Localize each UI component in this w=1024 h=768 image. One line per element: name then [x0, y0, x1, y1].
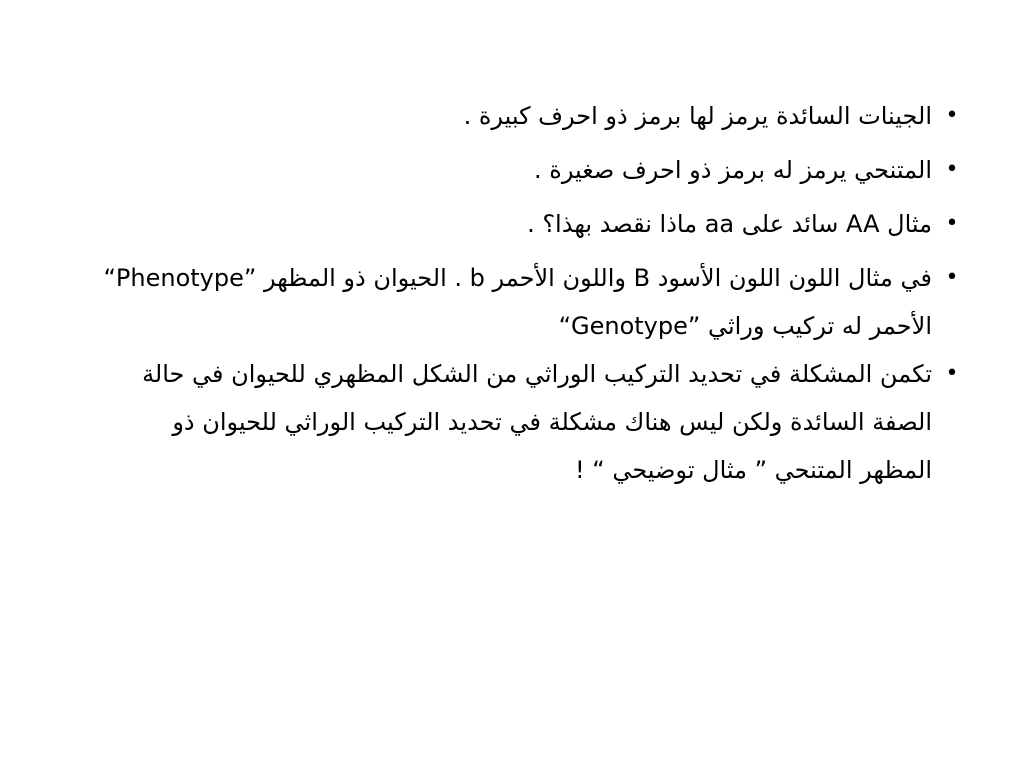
bullet-text: المتنحي يرمز له برمز ذو احرف صغيرة .: [533, 156, 932, 184]
bullet-item-example-aa: [102, 200, 962, 248]
bullet-dot-icon: •: [945, 211, 959, 236]
bullet-dot-icon: •: [945, 103, 959, 128]
bullet-item-problem-statement: [102, 350, 962, 494]
bullet-item-color-example: [102, 254, 962, 350]
bullet-text: في مثال اللون اللون الأسود B واللون الأحمر b . الحيوان ذو المظهر ”Phenotype“ الأحمر له تركيب وراثي ”Genotype“: [103, 264, 932, 340]
bullet-list: [102, 92, 962, 500]
bullet-text: تكمن المشكلة في تحديد التركيب الوراثي من الشكل المظهري للحيوان في حالة الصفة السائدة ولكن ليس هناك مشكلة في تحديد التركيب الوراثي للحيوان ذو المظهر المتنحي ” مثال توضيحي “ !: [142, 360, 932, 484]
bullet-item-dominant-genes: [102, 92, 962, 140]
bullet-dot-icon: •: [945, 265, 959, 290]
bullet-text: الجينات السائدة يرمز لها برمز ذو احرف كبيرة .: [463, 102, 932, 130]
bullet-dot-icon: •: [945, 157, 959, 182]
bullet-text: مثال AA سائد على aa ماذا نقصد بهذا؟ .: [527, 210, 932, 238]
bullet-item-recessive-genes: [102, 146, 962, 194]
bullet-dot-icon: •: [945, 361, 959, 386]
